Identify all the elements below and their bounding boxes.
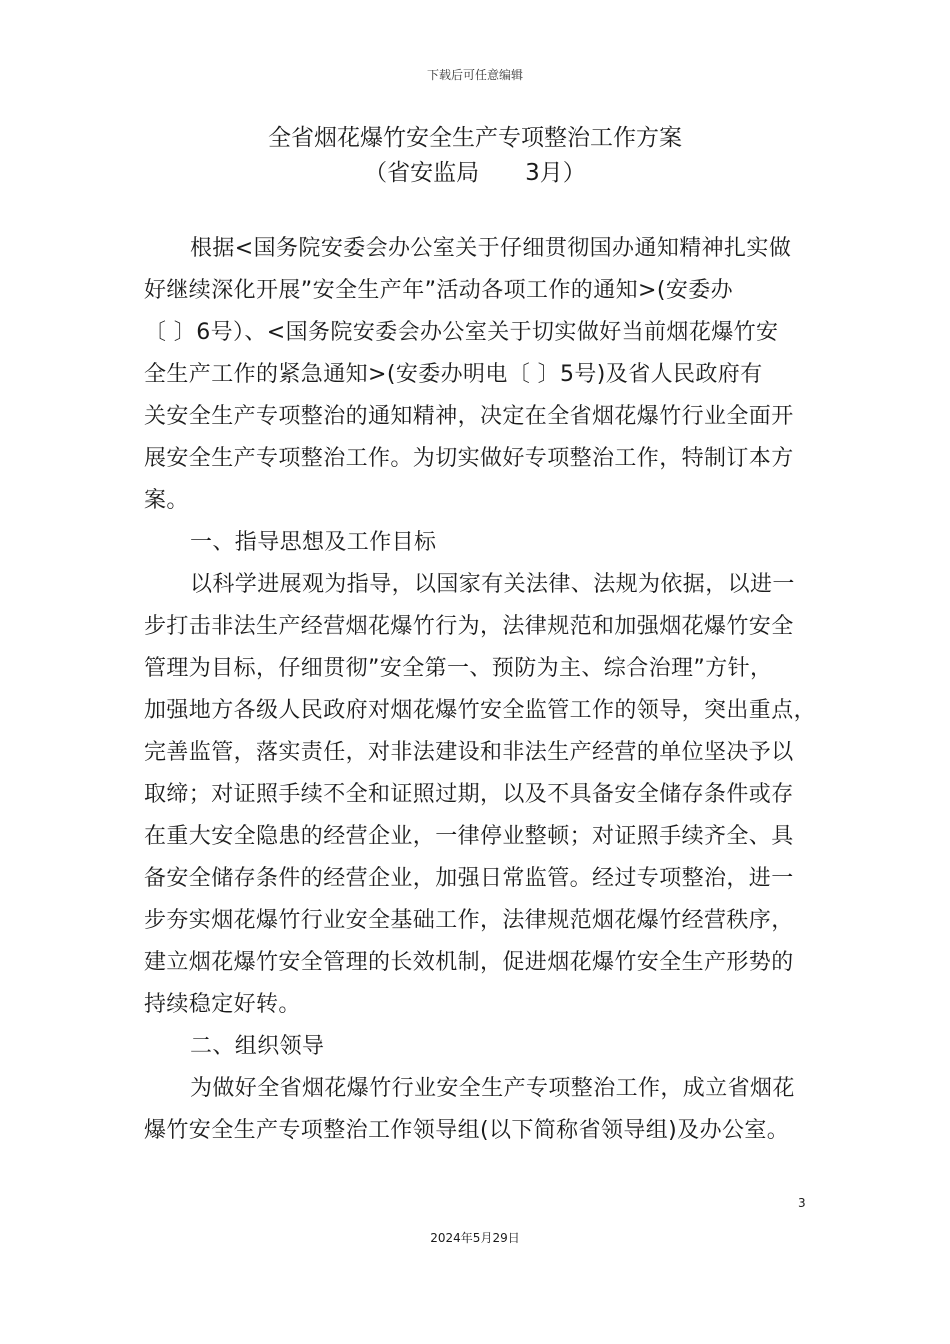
body-line: 管理为目标，仔细贯彻”安全第一、预防为主、综合治理”方针，	[144, 656, 773, 681]
document-subtitle: （省安监局 3月）	[364, 160, 586, 186]
body-line: 步打击非法生产经营烟花爆竹行为，法律规范和加强烟花爆竹安全	[144, 614, 794, 639]
body-line: 在重大安全隐患的经营企业，一律停业整顿；对证照手续齐全、具	[144, 824, 794, 849]
page-number: 3	[798, 1196, 806, 1210]
document-body	[144, 228, 817, 1152]
body-line: 备安全储存条件的经营企业，加强日常监管。经过专项整治，进一	[144, 866, 794, 891]
body-line: 以科学进展观为指导，以国家有关法律、法规为依据，以进一	[190, 572, 795, 597]
body-line: 持续稳定好转。	[144, 992, 301, 1017]
section-heading: 二、组织领导	[190, 1034, 325, 1059]
body-line: 全生产工作的紧急通知>(安委办明电〔 〕5号)及省人民政府有	[144, 362, 763, 387]
body-line: 案。	[144, 488, 189, 513]
section-heading: 一、指导思想及工作目标	[190, 530, 437, 555]
body-line: 完善监管，落实责任，对非法建设和非法生产经营的单位坚决予以	[144, 740, 794, 765]
body-line: 〔 〕6号）、<国务院安委会办公室关于切实做好当前烟花爆竹安	[144, 320, 779, 345]
body-line: 建立烟花爆竹安全管理的长效机制，促进烟花爆竹安全生产形势的	[144, 950, 794, 975]
body-line: 展安全生产专项整治工作。为切实做好专项整治工作，特制订本方	[144, 446, 794, 471]
body-line: 好继续深化开展”安全生产年”活动各项工作的通知>(安委办	[144, 278, 734, 303]
body-line: 关安全生产专项整治的通知精神，决定在全省烟花爆竹行业全面开	[144, 404, 794, 429]
document-title: 全省烟花爆竹安全生产专项整治工作方案	[268, 125, 682, 151]
body-line: 为做好全省烟花爆竹行业安全生产专项整治工作，成立省烟花	[190, 1076, 795, 1101]
body-line: 爆竹安全生产专项整治工作领导组(以下简称省领导组)及办公室。	[144, 1118, 790, 1143]
page-header: 下载后可任意编辑	[426, 68, 523, 82]
body-line: 加强地方各级人民政府对烟花爆竹安全监管工作的领导，突出重点，	[144, 698, 817, 723]
page-footer-date: 2024年5月29日	[430, 1231, 520, 1245]
body-line: 取缔；对证照手续不全和证照过期，以及不具备安全储存条件或存	[144, 782, 794, 807]
body-line: 步夯实烟花爆竹行业安全基础工作，法律规范烟花爆竹经营秩序，	[144, 908, 794, 933]
body-line: 根据<国务院安委会办公室关于仔细贯彻国办通知精神扎实做	[190, 236, 792, 261]
